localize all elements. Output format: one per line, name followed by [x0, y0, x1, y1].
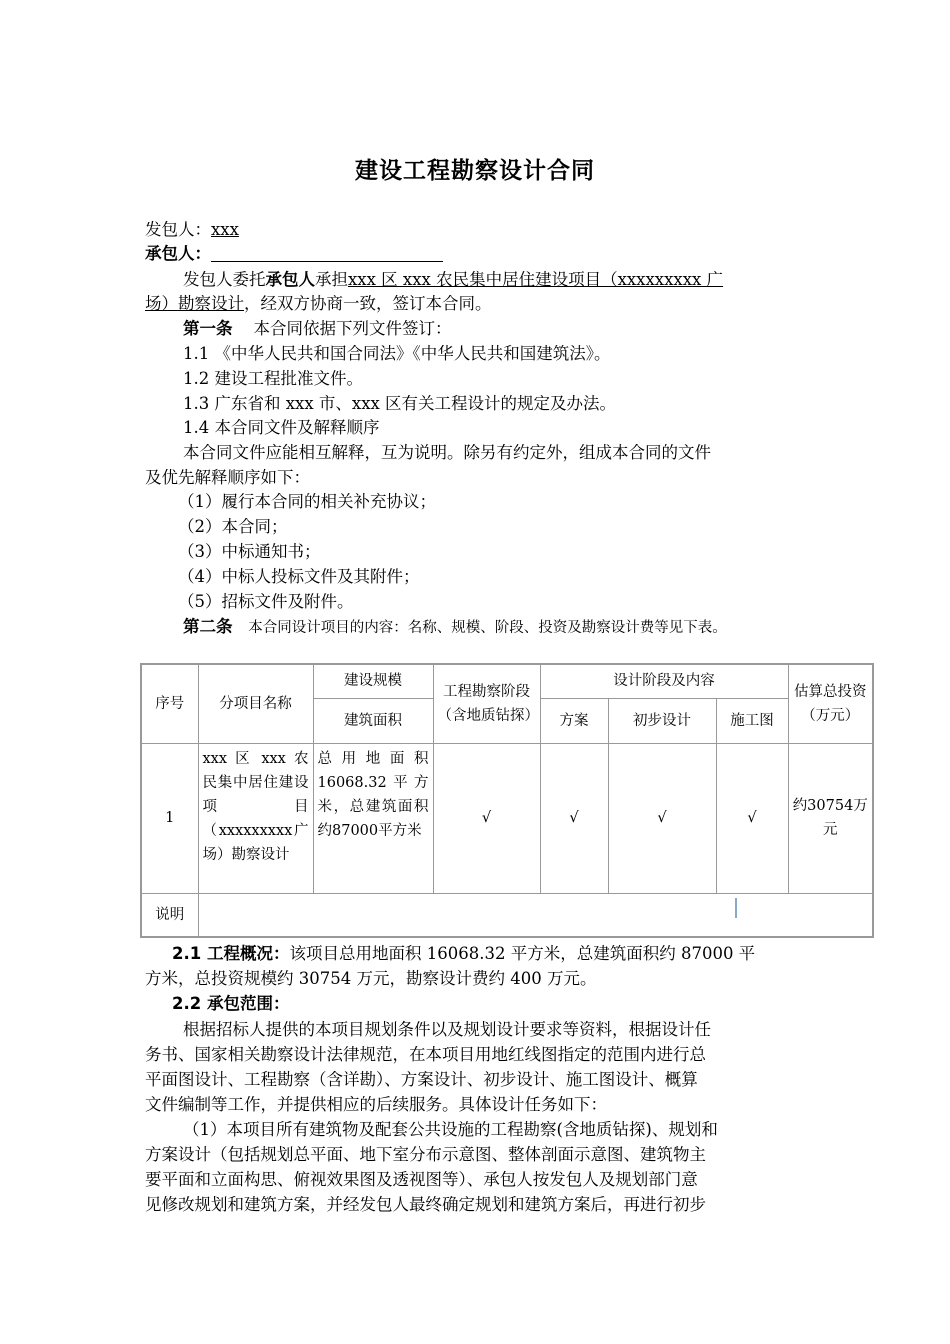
intro-project-name: xxx 区 xxx 农民集中居住建设项目（xxxxxxxxx 广	[348, 270, 724, 289]
section22-line: 根据招标人提供的本项目规划条件以及规划设计要求等资料，根据设计任	[183, 1020, 711, 1039]
document-title: 建设工程勘察设计合同	[355, 158, 595, 184]
section21-heading: 2.1 工程概况：	[172, 944, 290, 963]
intro-line-1	[183, 268, 723, 292]
employer-value: xxx	[211, 220, 239, 239]
header-prelim: 初步设计	[608, 698, 716, 743]
cell-prelim-check: √	[608, 743, 716, 893]
article2-line	[183, 615, 727, 640]
header-survey: 工程勘察阶段（含地质钻探）	[433, 664, 540, 743]
article1-text: 本合同依据下列文件签订：	[253, 319, 452, 338]
section22-line: 务书、国家相关勘察设计法律规范，在本项目用地红线图指定的范围内进行总	[145, 1045, 706, 1064]
article1-para-line-1: 本合同文件应能相互解释，互为说明。除另有约定外，组成本合同的文件	[183, 443, 711, 462]
header-scheme: 方案	[540, 698, 608, 743]
intro-line-2	[145, 292, 492, 316]
article1-item: 1.2 建设工程批准文件。	[183, 369, 363, 388]
note-label: 说明	[141, 893, 198, 937]
article1-item: 1.4 本合同文件及解释顺序	[183, 418, 380, 437]
cell-invest: 约30754万元	[788, 743, 873, 893]
header-construction: 施工图	[716, 698, 788, 743]
intro-text: 发包人委托	[183, 270, 266, 289]
intro-text: ，经双方协商一致，签订本合同。	[244, 294, 492, 313]
order-item: （3）中标通知书；	[178, 542, 321, 561]
section22-line: 见修改规划和建筑方案，并经发包人最终确定规划和建筑方案后，再进行初步	[145, 1195, 706, 1214]
note-row	[141, 893, 873, 937]
order-item: （2）本合同；	[178, 517, 288, 536]
section21-text: 该项目总用地面积 16068.32 平方米，总建筑面积约 87000 平	[289, 944, 756, 963]
intro-project-name-cont: 场）勘察设计	[145, 294, 244, 313]
header-scale: 建设规模	[313, 664, 433, 698]
article1-line	[183, 317, 451, 341]
text-cursor	[735, 898, 737, 918]
order-item: （5）招标文件及附件。	[178, 592, 354, 611]
cell-no: 1	[141, 743, 198, 893]
section21-line-1	[172, 942, 755, 966]
article1-heading: 第一条	[183, 319, 233, 338]
section22-line: 文件编制等工作，并提供相应的后续服务。具体设计任务如下：	[145, 1095, 607, 1114]
article1-item: 1.3 广东省和 xxx 市、xxx 区有关工程设计的规定及办法。	[183, 394, 617, 413]
article2-heading: 第二条	[183, 617, 233, 636]
header-name: 分项目名称	[198, 664, 313, 743]
contractor-label: 承包人：	[145, 244, 211, 263]
project-table	[140, 663, 874, 938]
cell-area: 总用地面积16068.32平方米，总建筑面积约87000平方米	[313, 743, 433, 893]
section22-line: 平面图设计、工程勘察（含详勘）、方案设计、初步设计、施工图设计、概算	[145, 1070, 698, 1089]
cell-survey-check: √	[433, 743, 540, 893]
contractor-line	[145, 242, 443, 266]
section22-line: 要平面和立面构思、俯视效果图及透视图等）、承包人按发包人及规划部门意	[145, 1170, 698, 1189]
order-item: （1）履行本合同的相关补充协议；	[178, 492, 436, 511]
order-item: （4）中标人投标文件及其附件；	[178, 567, 420, 586]
article1-item: 1.1 《中华人民共和国合同法》《中华人民共和国建筑法》。	[183, 344, 611, 363]
section22-heading	[172, 992, 289, 1016]
section22-line: （1）本项目所有建筑物及配套公共设施的工程勘察(含地质钻探)、规划和	[183, 1120, 718, 1139]
header-area: 建筑面积	[313, 698, 433, 743]
header-stage: 设计阶段及内容	[540, 664, 788, 698]
header-no: 序号	[141, 664, 198, 743]
section22-heading-text: 2.2 承包范围：	[172, 994, 290, 1013]
intro-contractor: 承包人	[265, 270, 315, 289]
note-value[interactable]	[198, 893, 873, 937]
employer-label: 发包人：	[145, 220, 211, 239]
article1-para-line-2: 及优先解释顺序如下：	[145, 468, 310, 487]
intro-text: 承担	[315, 270, 348, 289]
cell-construction-check: √	[716, 743, 788, 893]
cell-scheme-check: √	[540, 743, 608, 893]
table-row	[141, 743, 873, 893]
section22-line: 方案设计（包括规划总平面、地下室分布示意图、整体剖面示意图、建筑物主	[145, 1145, 706, 1164]
cell-name: xxx 区 xxx 农民集中居住建设项目（xxxxxxxxx广场）勘察设计	[198, 743, 313, 893]
header-invest: 估算总投资（万元）	[788, 664, 873, 743]
article2-text: 本合同设计项目的内容：名称、规模、阶段、投资及勘察设计费等见下表。	[248, 620, 727, 636]
contractor-blank	[211, 243, 443, 262]
employer-line	[145, 218, 239, 242]
section21-line-2: 方米，总投资规模约 30754 万元，勘察设计费约 400 万元。	[145, 969, 597, 988]
